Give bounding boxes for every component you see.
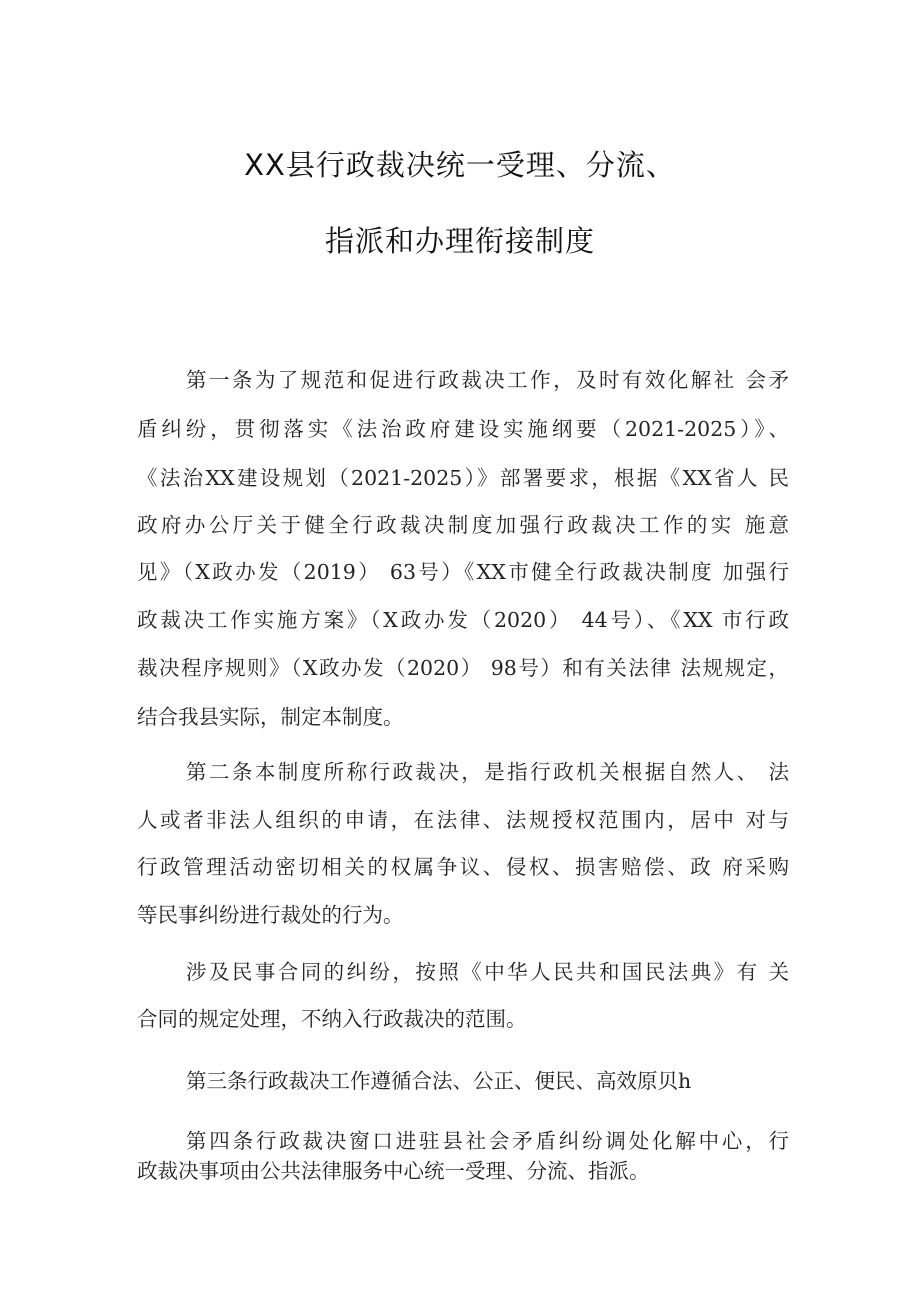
article-1-line-4: 政府办公厅关于健全行政裁决制度加强行政裁决工作的实 施意 (137, 513, 789, 537)
article-1-line-7: 裁决程序规则》（X政办发（2020） 98号）和有关法律 法规规定， (137, 656, 789, 680)
article-1-line-3: 《法治XX建设规划（2021-2025）》部署要求，根据《XX省人 民 (137, 466, 789, 490)
article-1-line-1: 第一条为了规范和促进行政裁决工作，及时有效化解社 会矛 (186, 368, 789, 392)
article-3-line-1: 第三条行政裁决工作遵循合法、公正、便民、高效原贝h (186, 1069, 692, 1093)
article-4-line-1: 第四条行政裁决窗口进驻县社会矛盾纠纷调处化解中心，行 (186, 1129, 789, 1153)
article-1-line-2: 盾纠纷，贯彻落实《法治政府建设实施纲要（2021-2025）》、 (137, 417, 789, 441)
article-2-line-4: 等民事纠纷进行裁处的行为。 (137, 903, 404, 927)
contract-paragraph-line-2: 合同的规定处理，不纳入行政裁决的范围。 (137, 1007, 527, 1031)
article-2-line-1: 第二条本制度所称行政裁决，是指行政机关根据自然人、 法 (186, 760, 789, 784)
contract-paragraph-line-1: 涉及民事合同的纠纷，按照《中华人民共和国民法典》有 关 (186, 960, 789, 984)
article-1-line-8: 结合我县实际，制定本制度。 (137, 705, 404, 729)
article-2-line-2: 人或者非法人组织的申请，在法律、法规授权范围内，居中 对与 (137, 808, 789, 832)
article-1-line-6: 政裁决工作实施方案》（X政办发（2020） 44号）、《XX 市行政 (137, 608, 789, 632)
document-title-line-1: XX县行政裁决统一受理、分流、 (244, 148, 676, 182)
article-2-line-3: 行政管理活动密切相关的权属争议、侵权、损害赔偿、政 府采购 (137, 855, 789, 879)
article-4-line-2: 政裁决事项由公共法律服务中心统一受理、分流、指派。 (137, 1159, 650, 1183)
document-title-line-2: 指派和办理衔接制度 (324, 224, 595, 258)
article-1-line-5: 见》（X政办发（2019） 63号）《XX市健全行政裁决制度 加强行 (137, 560, 789, 584)
